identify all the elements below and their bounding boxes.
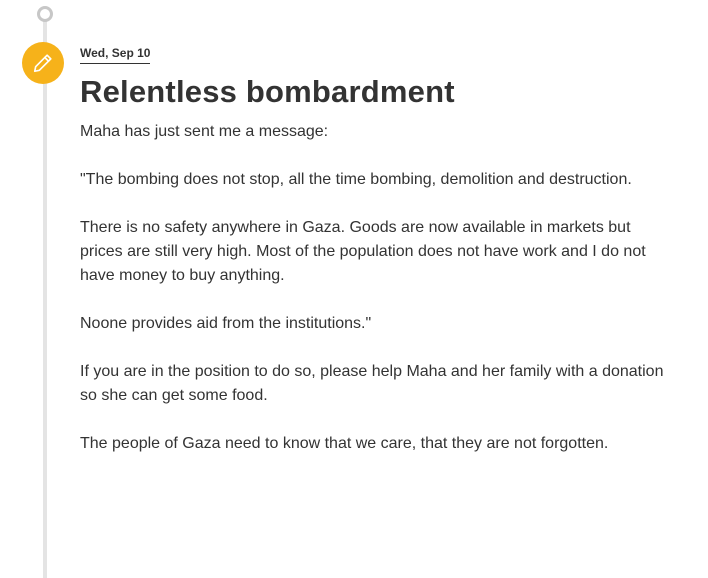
timeline-entry-badge: [22, 42, 64, 84]
pencil-icon: [32, 52, 54, 74]
post-body: [80, 120, 670, 456]
post-paragraph: The people of Gaza need to know that we care, that they are not forgotten.: [80, 435, 609, 452]
post-paragraph: If you are in the position to do so, please help Maha and her family with a donation so she can get some food.: [80, 363, 664, 404]
post-paragraph: "The bombing does not stop, all the time bombing, demolition and destruction.: [80, 171, 632, 188]
post-date: Wed, Sep 10: [80, 46, 150, 64]
timeline-line: [43, 18, 47, 578]
blog-post: [80, 44, 670, 480]
post-paragraph: There is no safety anywhere in Gaza. Goods are now available in markets but prices are still very high. Most of the population does not have work and I do not have money to buy anything.: [80, 219, 646, 284]
post-title: Relentless bombardment: [80, 74, 455, 109]
timeline-start-dot: [37, 6, 53, 22]
post-paragraph: Noone provides aid from the institutions.": [80, 315, 372, 332]
post-paragraph: Maha has just sent me a message:: [80, 123, 329, 140]
